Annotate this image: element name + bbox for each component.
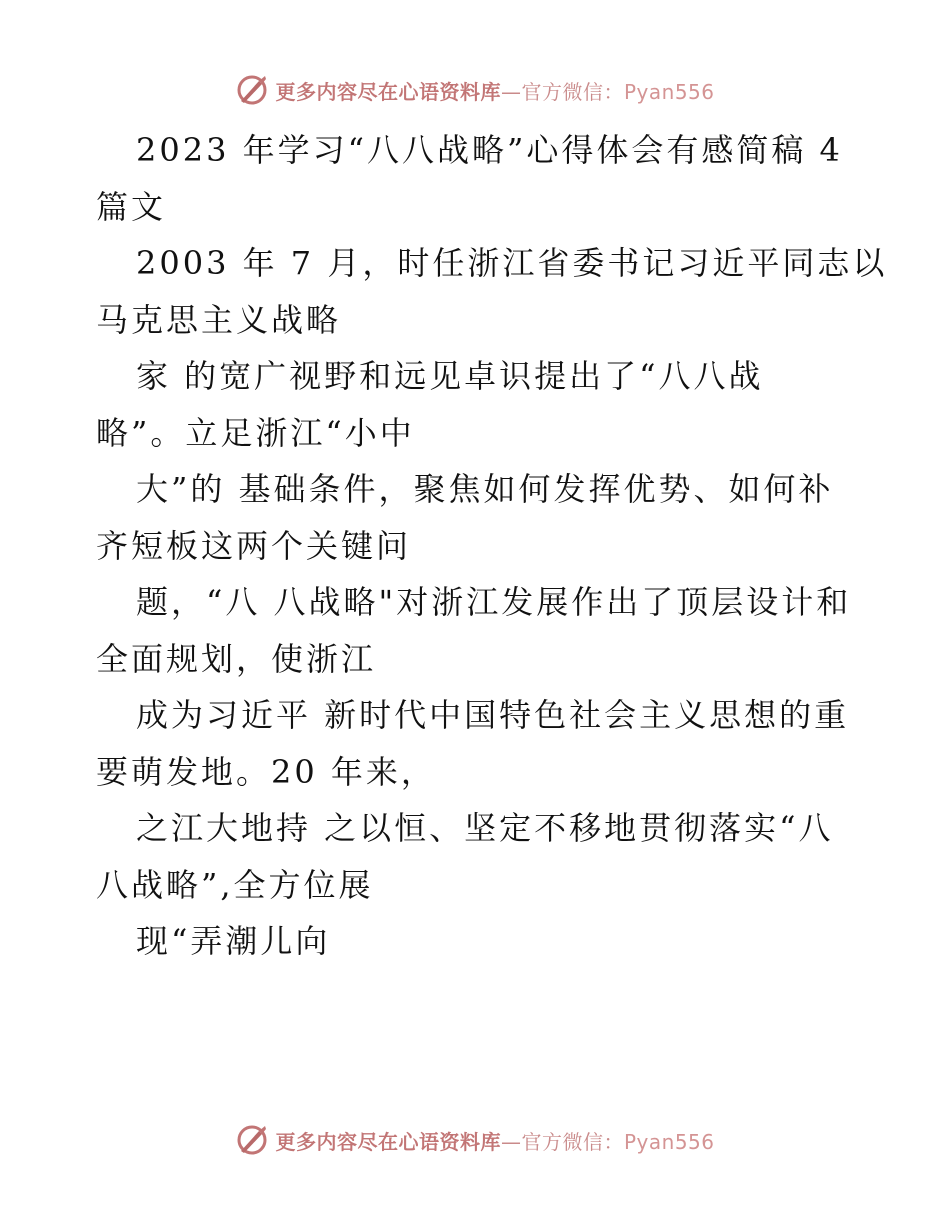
footer-text (275, 1126, 714, 1155)
text-line: 全面规划，使浙江 (96, 639, 377, 678)
text-line: 家 的宽广视野和远见卓识提出了“八八战 (136, 357, 764, 395)
header-watermark (0, 70, 950, 110)
header-brand: 更多内容尽在心语资料库 (275, 79, 501, 104)
footer-contact-label: 官方微信： (521, 1129, 624, 1154)
header-text (275, 76, 714, 105)
header-separator: — (500, 79, 522, 104)
text-line: 现“弄潮儿向 (136, 922, 331, 960)
quill-pen-circle-icon (235, 1123, 269, 1157)
text-line: 略”。立足浙江“小中 (96, 413, 415, 452)
text-line: 之江大地持 之以恒、坚定不移地贯彻落实“八 (136, 809, 834, 847)
text-line: 成为习近平 新时代中国特色社会主义思想的重 (136, 696, 850, 734)
document-body (96, 122, 888, 970)
text-line: 2023 年学习“八八战略”心得体会有感简稿 4 (136, 131, 843, 169)
text-line: 要萌发地。20 年来， (96, 752, 436, 791)
text-line: 齐短板这两个关键问 (96, 526, 412, 565)
quill-pen-circle-icon (235, 73, 269, 107)
footer-watermark (0, 1120, 950, 1160)
footer-brand: 更多内容尽在心语资料库 (275, 1129, 501, 1154)
text-line: 2003 年 7 月，时任浙江省委书记习近平同志以 (136, 244, 888, 282)
text-line: 马克思主义战略 (96, 300, 342, 339)
text-line: 篇文 (96, 187, 167, 226)
text-line: 题，“八 八战略"对浙江发展作出了顶层设计和 (136, 583, 852, 621)
header-contact-label: 官方微信： (521, 79, 624, 104)
text-line: 八战略”,全方位展 (96, 865, 374, 904)
footer-contact-id: Pyan556 (623, 1129, 715, 1154)
text-line: 大”的 基础条件，聚焦如何发挥优势、如何补 (136, 470, 834, 508)
footer-separator: — (500, 1129, 522, 1154)
header-contact-id: Pyan556 (623, 79, 715, 104)
